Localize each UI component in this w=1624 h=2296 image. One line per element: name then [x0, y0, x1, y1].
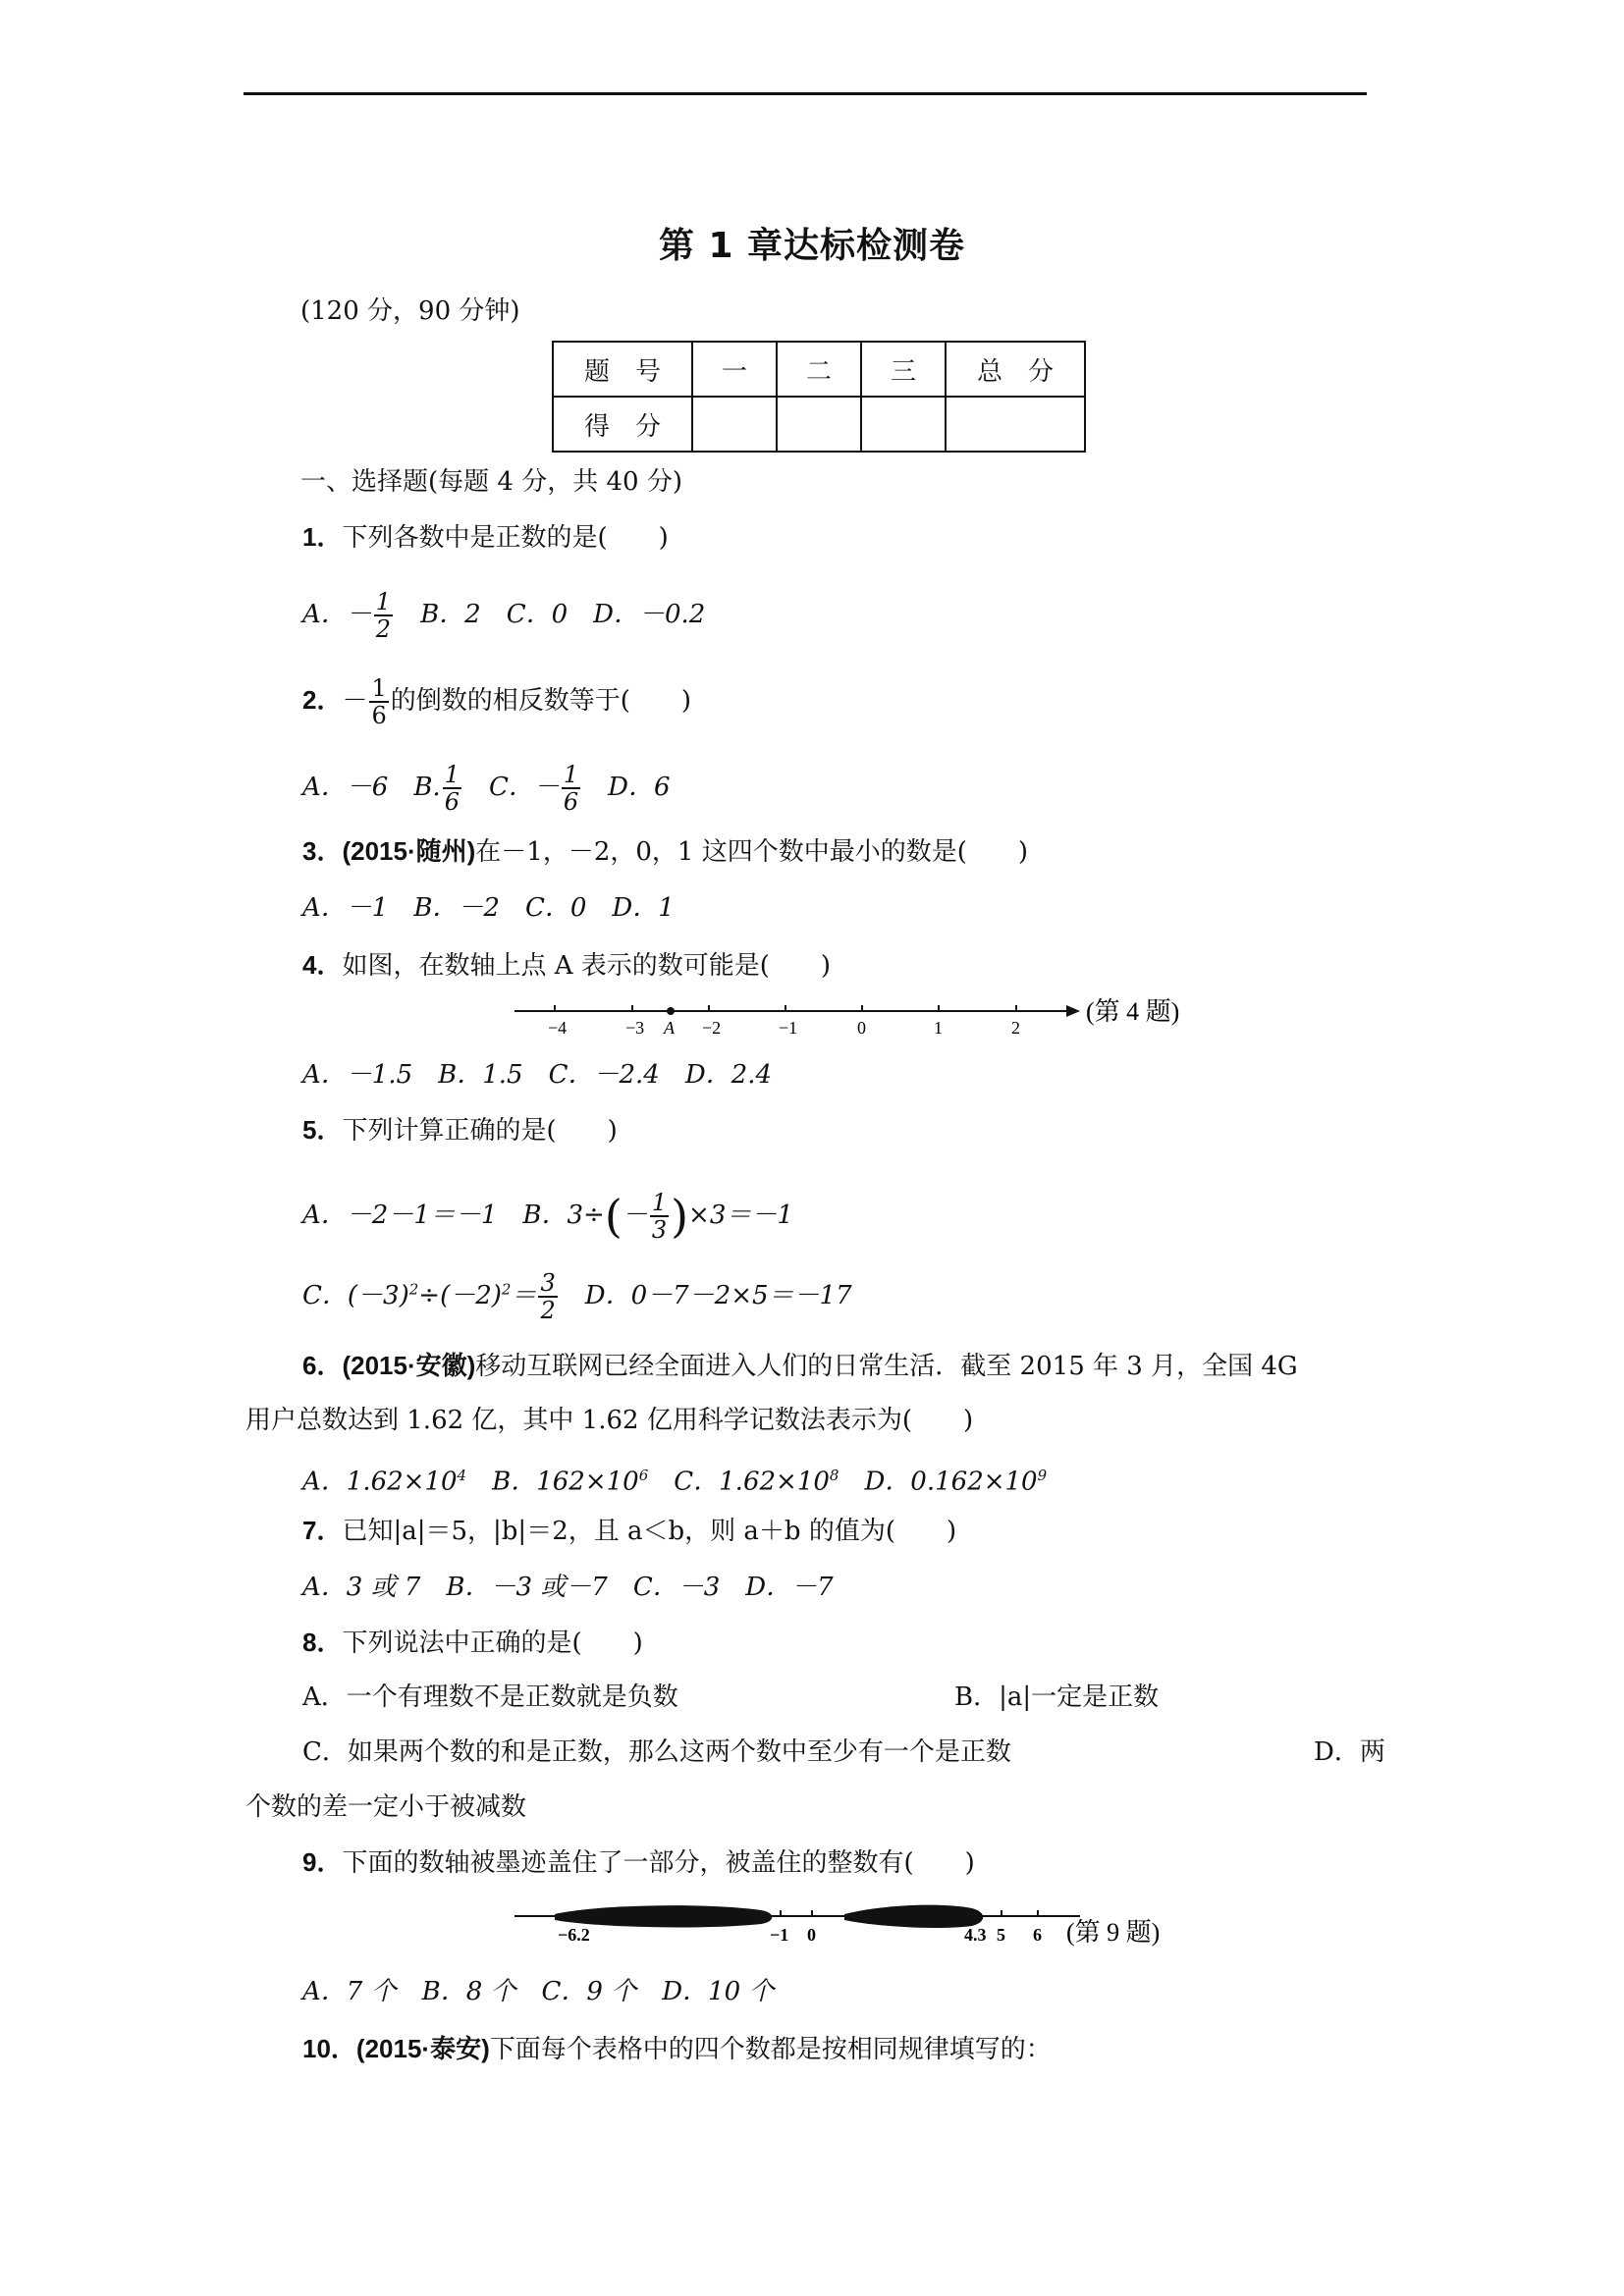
paren-open: ( [604, 1190, 623, 1243]
question-1 [302, 520, 669, 555]
question-4-options: A．－1.5 B．1.5 C．－2.4 D．2.4 [302, 1060, 773, 1090]
question-number: 9． [302, 1847, 343, 1877]
tick-label: 4.3 [964, 1925, 987, 1945]
exponent: 4 [457, 1467, 467, 1484]
option-c: C．1.62×10 [648, 1467, 830, 1497]
question-source: (2015·安徽) [342, 1351, 476, 1380]
score-table-header-row [553, 342, 1085, 397]
question-8-option-d-cont: 个数的差一定小于被减数 [245, 1792, 527, 1822]
question-text: 下面每个表格中的四个数都是按相同规律填写的： [489, 2035, 1052, 2064]
paren-close: ) [671, 1190, 689, 1243]
score-table [552, 341, 1086, 453]
fraction: $\frac{1}{2}$ [375, 588, 392, 643]
figure-caption: (第 4 题) [1086, 997, 1180, 1026]
point-label: A [664, 1018, 675, 1038]
question-text: 如图，在数轴上点 A 表示的数可能是( ) [342, 951, 832, 981]
question-5 [302, 1113, 618, 1148]
tick-label: 1 [934, 1018, 943, 1038]
question-2 [302, 675, 691, 728]
question-8 [302, 1626, 643, 1660]
question-text: 下列各数中是正数的是( ) [342, 523, 669, 553]
tick-label: 2 [1011, 1018, 1020, 1038]
score-cell[interactable] [946, 397, 1085, 452]
point-a [667, 1007, 675, 1015]
minus-sign: － [342, 686, 368, 716]
question-text: 移动互联网已经全面进入人们的日常生活．截至 2015 年 3 月，全国 4G [475, 1352, 1298, 1381]
option-b: B．162×10 [466, 1467, 639, 1497]
option-c: C．－ [462, 773, 560, 802]
fraction: $\frac{1}{3}$ [651, 1189, 668, 1244]
table-header-cell: 二 [777, 342, 861, 397]
question-7 [302, 1514, 956, 1548]
option-a: A．－ [302, 600, 372, 629]
table-header-cell: 三 [861, 342, 946, 397]
tick-label: −1 [770, 1925, 789, 1945]
option-a: A．1.62×10 [302, 1467, 458, 1497]
number-line-q4 [511, 991, 1198, 1050]
exam-meta: (120 分，90 分钟) [300, 296, 520, 326]
table-header-cell: 一 [692, 342, 777, 397]
option-c-mid: ÷(－2) [418, 1281, 502, 1310]
fraction: $\frac{1}{6}$ [371, 674, 387, 729]
question-6-options [302, 1459, 1047, 1499]
option-d: D．0.162×10 [839, 1467, 1038, 1497]
options-rest: B．2 C．0 D．－0.2 [395, 600, 706, 629]
score-cell[interactable] [861, 397, 946, 452]
question-number: 5． [302, 1115, 343, 1145]
tick-label: −3 [625, 1018, 645, 1038]
question-5-options-cd [302, 1270, 852, 1323]
question-3 [302, 834, 1028, 869]
question-source: (2015·随州) [342, 836, 476, 866]
option-d: D．0－7－2×5＝－17 [559, 1281, 852, 1310]
exponent: 2 [408, 1280, 419, 1299]
question-9 [302, 1845, 975, 1880]
question-8-option-b: B．|a|一定是正数 [954, 1682, 1160, 1712]
table-header-cell: 题 号 [553, 342, 692, 397]
header-rule [244, 92, 1367, 95]
question-2-options [302, 762, 671, 815]
option-d: D．6 [582, 773, 671, 802]
option-a: A．－6 B. [302, 773, 441, 802]
tick-label: 5 [997, 1925, 1005, 1945]
question-8-option-a: A．一个有理数不是正数就是负数 [302, 1682, 678, 1712]
exponent: 8 [829, 1467, 839, 1484]
question-4 [302, 948, 831, 983]
question-text: 下列计算正确的是( ) [342, 1116, 618, 1146]
exponent: 6 [638, 1467, 649, 1484]
tick-label: −2 [702, 1018, 722, 1038]
question-3-options: A．－1 B．－2 C．0 D．1 [302, 893, 675, 923]
question-text: 的倒数的相反数等于( ) [390, 686, 692, 716]
ink-blot-right [844, 1905, 983, 1928]
score-cell[interactable] [777, 397, 861, 452]
tick-label: −6.2 [558, 1925, 590, 1945]
question-number: 7． [302, 1516, 343, 1545]
question-8-option-c: C．如果两个数的和是正数，那么这两个数中至少有一个是正数 [302, 1737, 1011, 1767]
question-6-line2: 用户总数达到 1.62 亿，其中 1.62 亿用科学记数法表示为( ) [245, 1406, 974, 1435]
question-number: 10． [302, 2034, 356, 2063]
page-title: 第 1 章达标检测卷 [658, 226, 966, 266]
table-row-label: 得 分 [553, 397, 692, 452]
option-ab: A．－2－1＝－1 B．3÷ [302, 1201, 605, 1230]
question-number: 8． [302, 1628, 343, 1657]
fraction: $\frac{1}{6}$ [563, 761, 579, 816]
option-b-rest: ×3＝－1 [688, 1201, 793, 1230]
score-table-score-row [553, 397, 1085, 452]
question-number: 4． [302, 950, 343, 980]
option-c: C．(－3) [302, 1281, 409, 1310]
question-text: 下面的数轴被墨迹盖住了一部分，被盖住的整数有( ) [342, 1848, 975, 1878]
question-6-line1 [302, 1349, 1298, 1383]
question-5-options-ab [302, 1190, 793, 1243]
minus-sign: － [622, 1201, 648, 1230]
tick-label: 6 [1033, 1925, 1042, 1945]
question-number: 2． [302, 685, 343, 715]
question-7-options: A．3 或 7 B．－3 或－7 C．－3 D．－7 [302, 1573, 834, 1602]
tick-label: 0 [807, 1925, 816, 1945]
fraction: $\frac{1}{6}$ [444, 761, 460, 816]
fraction: $\frac{3}{2}$ [540, 1269, 556, 1324]
axis-arrow [1066, 1005, 1080, 1017]
table-header-cell: 总 分 [946, 342, 1085, 397]
section-heading: 一、选择题(每题 4 分，共 40 分) [300, 467, 682, 497]
question-1-options [302, 589, 705, 642]
question-number: 6． [302, 1351, 343, 1380]
equals: ＝ [511, 1281, 537, 1310]
tick-label: −4 [548, 1018, 568, 1038]
question-text: 在－1，－2，0，1 这四个数中最小的数是( ) [475, 837, 1029, 867]
question-number: 1． [302, 522, 343, 552]
number-line-q9 [511, 1898, 1198, 1957]
score-cell[interactable] [692, 397, 777, 452]
question-9-options: A．7 个 B．8 个 C．9 个 D．10 个 [302, 1977, 775, 2006]
exponent: 9 [1037, 1467, 1048, 1484]
question-text: 下列说法中正确的是( ) [342, 1629, 643, 1658]
exponent: 2 [501, 1280, 512, 1299]
question-8-option-d: D．两 [1314, 1737, 1385, 1767]
question-10 [302, 2032, 1052, 2066]
figure-caption: (第 9 题) [1066, 1918, 1161, 1947]
question-source: (2015·泰安) [355, 2034, 490, 2063]
tick-label: 0 [857, 1018, 866, 1038]
question-text: 已知|a|＝5，|b|＝2，且 a＜b，则 a＋b 的值为( ) [342, 1517, 957, 1546]
question-number: 3． [302, 836, 343, 866]
tick-label: −1 [779, 1018, 798, 1038]
